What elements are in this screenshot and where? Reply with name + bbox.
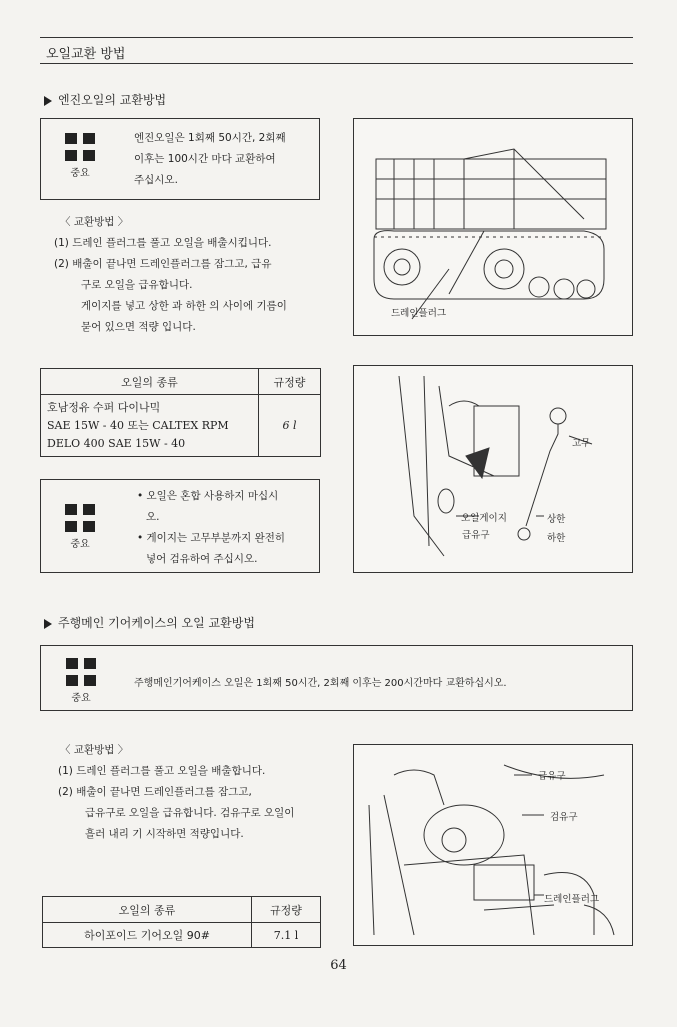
lower-limit-label: 하한: [547, 533, 566, 544]
gear-section-title: 주행메인 기어케이스의 오일 교환방법: [44, 614, 255, 631]
table-cell-oil-type: 호남정유 수퍼 다이나믹 SAE 15W - 40 또는 CALTEX RPM DELO 400 SAE 15W - 40: [41, 395, 259, 457]
table-header-oil-type: 오일의 종류: [41, 369, 259, 395]
gear-important-text: 주행메인기어케이스 오일은 1회째 50시간, 2회째 이후는 200시간마다 교환하십시오.: [134, 678, 507, 689]
oil-gauge-label: 오일게이지: [461, 513, 507, 524]
oil-gauge-figure: [353, 365, 633, 573]
oil-gauge-illustration: [354, 366, 632, 572]
gearcase-illustration: [354, 745, 632, 945]
gearcase-figure: [353, 744, 633, 946]
engine-important-list: • 오일은 혼합 사용하지 마십시 오. • 게이지는 고무부분까지 완전히 넣어 검유하여 주십시오.: [137, 490, 286, 565]
drain-plug-label: 드레인플러그: [391, 308, 447, 319]
gear-oil-table: [42, 896, 321, 948]
table-cell-amount: 7.1 l: [252, 923, 321, 948]
important-icon: 중요: [62, 133, 98, 179]
table-cell-amount: 6 l: [259, 395, 321, 457]
engine-method: 〈 교환방법 〉 (1) 드레인 플러그를 풀고 오일을 배출시킵니다. (2) 배출이 끝나면 드레인플러그를 잠그고, 급유 구로 오일을 급유합니다. 게이지를 넣고 상한 과 하한 의 사이에 기름이 묻어 있으면 적량 입니다.: [54, 216, 287, 333]
rubber-label: 고무: [572, 438, 591, 449]
important-icon: 중요: [63, 658, 99, 704]
engine-drain-figure: [353, 118, 633, 336]
page-number: 64: [330, 958, 347, 973]
engine-oil-table: [40, 368, 321, 457]
triangle-bullet-icon: [44, 619, 52, 629]
crawler-track-illustration: [354, 119, 632, 335]
gear-check-port-label: 검유구: [550, 812, 578, 823]
gear-drain-plug-label: 드레인플러그: [544, 894, 600, 905]
engine-section-title: 엔진오일의 교환방법: [44, 91, 166, 108]
table-header-amount: 규정량: [259, 369, 321, 395]
triangle-bullet-icon: [44, 96, 52, 106]
upper-limit-label: 상한: [547, 514, 566, 525]
important-icon: 중요: [62, 504, 98, 550]
filler-port-label: 급유구: [462, 530, 490, 541]
gear-filler-label: 급유구: [538, 771, 566, 782]
table-header-oil-type: 오일의 종류: [43, 897, 252, 923]
gear-method: 〈 교환방법 〉 (1) 드레인 플러그를 풀고 오일을 배출합니다. (2) 배출이 끝나면 드레인플러그를 잠그고, 급유구로 오일을 급유합니다. 검유구로 오일이 흘러 내리 기 시작하면 적량입니다.: [58, 744, 295, 840]
table-cell-oil-type: 하이포이드 기어오일 90#: [43, 923, 252, 948]
page-title: 오일교환 방법: [46, 47, 126, 62]
engine-important-text: 엔진오일은 1회째 50시간, 2회째 이후는 100시간 마다 교환하여 주십시오.: [134, 132, 286, 186]
table-header-amount: 규정량: [252, 897, 321, 923]
